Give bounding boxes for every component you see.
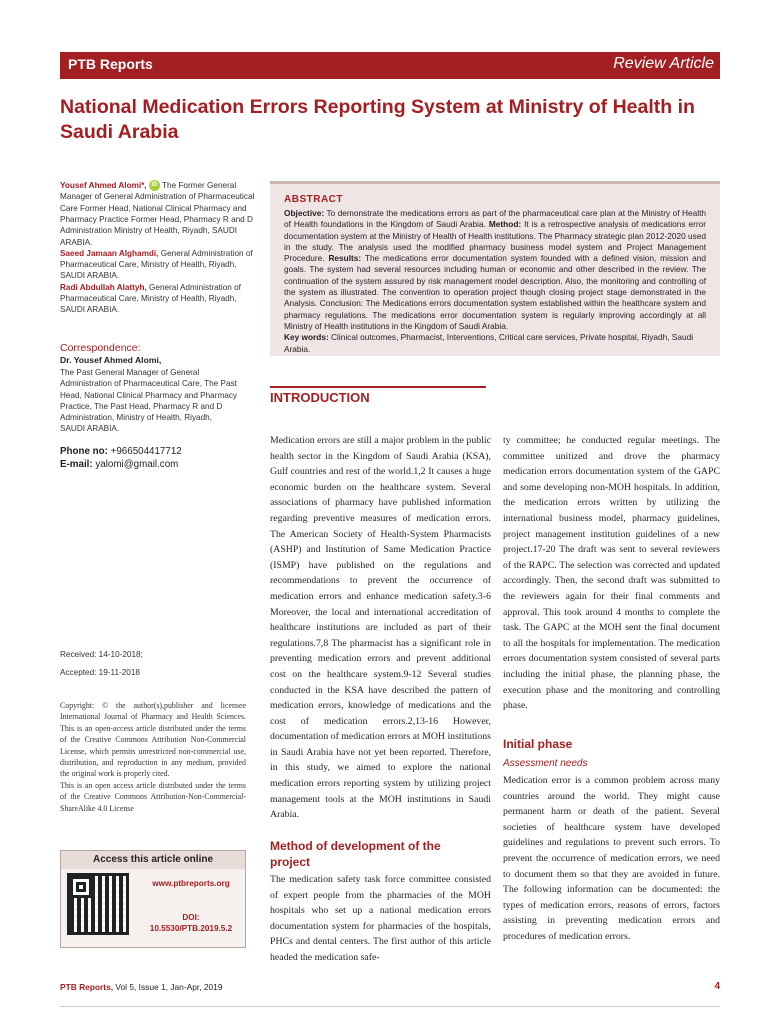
phone-number: +966504417712 bbox=[110, 446, 182, 457]
section-divider bbox=[270, 386, 486, 388]
method-text: The medication safety task force committee consisted of expert people from the pharmacies of the MOH hospitals who set up a national medication errors documentation system for pharmacies of the hospitals, PHCs and dental centers. The first author of this article headed the medication safe- bbox=[270, 874, 491, 963]
keywords bbox=[284, 332, 706, 355]
author-name: Saeed Jamaan Alghamdi, bbox=[60, 248, 159, 258]
keywords-label: Key words: bbox=[284, 332, 329, 343]
author-affiliation: The Former General Manager of General Administration of Pharmaceutical Care Former Head, National Clinical Pharmacy and Pharmacy Practice Former Head, Pharmacy R and D Administration Ministry of Health, Riyadh, SAUDI ARABIA. bbox=[60, 181, 255, 247]
doi-value: 10.5530/PTB.2019.5.2 bbox=[149, 923, 233, 933]
footer-divider bbox=[60, 1006, 720, 1007]
initial-phase-text: Medication error is a common problem across many countries around the world. They might cause permanent harm or death of the patient. Several societies of healthcare system have developed guidelines and regulations to prevent such errors. To prevent the occurrence of medication errors, we need to document them so that they are avoided in future. The following information can be documented: the types of medication errors, reasons of errors, factors assisting in preventing medication errors and procedures of medication errors. bbox=[503, 775, 720, 942]
access-heading: Access this article online bbox=[61, 851, 245, 869]
correspondence-details: The Past General Manager of General Administration of Pharmaceutical Care, The Past Head, National Clinical Pharmacy and Pharmacy Practice, The Past Head, Pharmacy R and D Administration, Ministry of Health, Riyadh, SAUDI ARABIA. bbox=[60, 368, 238, 434]
copyright-notice bbox=[60, 700, 246, 814]
abstract-heading: ABSTRACT bbox=[284, 194, 343, 205]
email-label: E-mail: bbox=[60, 458, 93, 470]
author-name: Radi Abdullah Alattyh, bbox=[60, 282, 147, 292]
method-text: It is a retrospective analysis of medications error documentation system at the Ministry of Health of Health institutions. The Pharmacy strategic plan 2012-2020 used in the study. The analysis used the modified pharmacy business model system and Project Management Procedure. bbox=[284, 219, 706, 264]
journal-website-link[interactable]: www.ptbreports.org bbox=[152, 879, 230, 888]
doi-label: DOI: bbox=[182, 913, 200, 922]
license-text: This is an open access article distributed under the terms of the Creative Commons Attribution-Non-Commercial-ShareAlike 4.0 License bbox=[60, 780, 246, 813]
author-name: Yousef Ahmed Alomi*, bbox=[60, 181, 147, 190]
results-text: The medications error documentation system founded with a defined vision, mission and goals. The system had several resources including human or economic and other described in the review. The continuation of the system assured by risk management model description. Also, the monitoring and controlling of the system as illustrated. The convention to operation project though closing project stage demonstrated in the Analysis. Conclusion: The Medications errors documentation system established within the healthcare system and pharmacy regulations. The medications error documentation system is regularly improving accordingly at all Ministry of Health institutions in the Kingdom of Saudi Arabia. bbox=[284, 253, 706, 331]
footer-journal: PTB Reports, bbox=[60, 982, 114, 992]
introduction-text: Medication errors are still a major problem in the public health sector in the Kingdom of Saudi Arabia (KSA), Gulf countries and rest of the world.1,2 It causes a huge economic burden on the healthcare system. Several associations of pharmacy have published information regarding preventive measures of medication errors. The American Society of Health-System Pharmacists (ASHP) and Institution of Same Medication Practice (ISMP) have published on the regulations and recommendations to prevent the occurrence of medication errors and enhance medication safety.3-6 Moreover, the local and international accreditation of healthcare institutions are included as part of their regulations.7,8 The pharmacist has a significant role in preventing medication errors and prevent additional cost on the healthcare system.9-12 Several studies conducted in the KSA have described the pattern of medication errors, knowledge of medications and the cost of medication errors.2,13-16 However, documentation of medication errors at MOH institutions in Saudi Arabia have not yet been reported. Therefore, in this study, we aimed to explore the national medication errors reporting system by utilizing project management tools at the MOH institutions in Saudi Arabia. bbox=[270, 435, 491, 821]
access-box bbox=[60, 850, 246, 948]
introduction-continued-text: ty committee; he conducted regular meetings. The committee unitized and drove the pharmacy medication errors documentation system of the GAPC and some developing non-MOH hospitals. In addition, the medication errors written by utilizing the international business model, pharmacy guidelines, project management institution guidelines of a new project.17-20 The draft was sent to several reviewers of the RAPC. The selection was corrected and updated accordingly. Then, the second draft was submitted to the reviewers again for their final comments and approval. This took around 4 months to complete the task. The GAPC at the MOH sent the final document to all the hospitals for implementation. The medication errors documentation system consisted of several parts including the initial phase, the planning phase, the execution phase and the monitoring and controlling phase. bbox=[503, 435, 720, 712]
page-number: 4 bbox=[714, 981, 720, 992]
received-date: Received: 14-10-2018; bbox=[60, 650, 143, 659]
results-label: Results: bbox=[328, 253, 362, 264]
correspondence-name: Dr. Yousef Ahmed Alomi, bbox=[60, 355, 162, 365]
objective-label: Objective: bbox=[284, 208, 325, 218]
article-title: National Medication Errors Reporting System at Ministry of Health in Saudi Arabia bbox=[60, 96, 695, 143]
article-dates bbox=[60, 650, 143, 686]
journal-name: PTB Reports bbox=[68, 56, 153, 72]
keywords-text: Clinical outcomes, Pharmacist, Interventions, Critical care services, Private hospital, Riyadh, Saudi Arabia. bbox=[284, 332, 694, 354]
orcid-icon[interactable]: iD bbox=[149, 180, 160, 191]
introduction-heading: INTRODUCTION bbox=[270, 390, 370, 405]
abstract-text bbox=[284, 208, 706, 332]
footer-citation bbox=[60, 982, 222, 992]
author-affiliation: General Administration of Pharmaceutical Care, Ministry of Health, Riyadh, SAUDI ARABIA. bbox=[60, 248, 253, 281]
method-heading: Method of development of the project bbox=[270, 839, 441, 869]
objective-text: To demonstrate the medications errors as part of the pharmaceutical care plan at the Ministry of Health of Health foundations in the Kingdom of Saudi Arabia. bbox=[284, 208, 706, 230]
footer-issue: Vol 5, Issue 1, Jan-Apr, 2019 bbox=[115, 982, 223, 992]
qr-code-icon bbox=[67, 873, 129, 935]
phone-label: Phone no: bbox=[60, 446, 108, 457]
email-link[interactable]: yalomi@gmail.com bbox=[95, 458, 179, 470]
abstract-box bbox=[270, 181, 720, 356]
correspondence-heading: Correspondence: bbox=[60, 342, 141, 354]
copyright-text: Copyright: © the author(s),publisher and licensee International Journal of Pharmacy and Health Sciences. This is an open-access article distributed under the terms of the Creative Commons Attribution Non-Commercial License, which permits unrestricted non-commercial use, distribution, and reproduction in any medium, provided the original work is properly cited. bbox=[60, 701, 246, 779]
author-block bbox=[60, 180, 255, 316]
initial-phase-heading: Initial phase bbox=[503, 737, 573, 751]
method-label: Method: bbox=[488, 219, 522, 230]
contact-info bbox=[60, 446, 182, 471]
doi-info[interactable] bbox=[139, 913, 243, 934]
author-affiliation: General Administration of Pharmaceutical Care, Ministry of Health, Riyadh, SAUDI ARABIA. bbox=[60, 282, 241, 315]
assessment-needs-heading: Assessment needs bbox=[503, 758, 588, 769]
article-type: Review Article bbox=[613, 55, 714, 72]
accepted-date: Accepted: 19-11-2018 bbox=[60, 668, 140, 677]
